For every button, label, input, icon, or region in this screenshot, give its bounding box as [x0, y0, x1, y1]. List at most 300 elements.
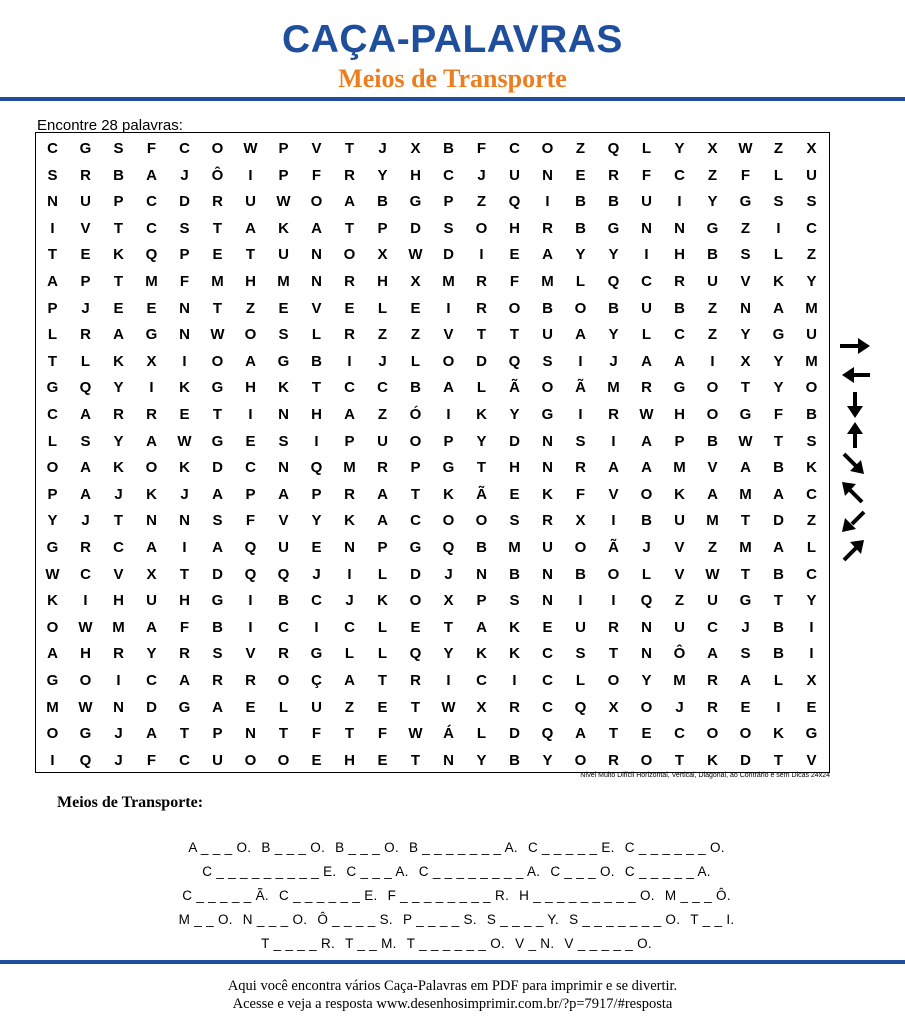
grid-letter[interactable]: W: [177, 432, 192, 450]
grid-letter[interactable]: L: [476, 379, 487, 397]
grid-letter[interactable]: A: [311, 219, 322, 237]
grid-letter[interactable]: R: [212, 672, 223, 689]
grid-letter[interactable]: U: [212, 751, 223, 769]
grid-letter[interactable]: Z: [344, 698, 355, 716]
grid-letter[interactable]: N: [311, 246, 322, 264]
grid-letter[interactable]: B: [641, 512, 652, 530]
grid-letter[interactable]: P: [113, 193, 124, 211]
grid-letter[interactable]: Y: [674, 140, 685, 157]
grid-letter[interactable]: U: [542, 326, 553, 344]
grid-letter[interactable]: K: [443, 485, 454, 503]
grid-letter[interactable]: R: [344, 166, 355, 184]
grid-letter[interactable]: D: [212, 459, 223, 477]
grid-letter[interactable]: T: [509, 326, 520, 344]
grid-letter[interactable]: S: [773, 193, 784, 211]
grid-letter[interactable]: B: [311, 352, 322, 370]
grid-letter[interactable]: G: [442, 459, 455, 477]
grid-letter[interactable]: Q: [508, 352, 521, 370]
grid-letter[interactable]: T: [740, 379, 751, 397]
grid-letter[interactable]: Z: [707, 299, 718, 317]
grid-letter[interactable]: O: [541, 140, 554, 157]
grid-letter[interactable]: O: [409, 592, 422, 610]
grid-letter[interactable]: D: [443, 246, 454, 264]
grid-letter[interactable]: T: [740, 512, 751, 530]
grid-letter[interactable]: O: [706, 725, 719, 743]
grid-letter[interactable]: T: [410, 485, 421, 503]
grid-letter[interactable]: C: [377, 379, 388, 397]
grid-letter[interactable]: I: [809, 645, 814, 663]
grid-letter[interactable]: R: [212, 193, 223, 211]
grid-letter[interactable]: T: [443, 618, 454, 636]
grid-letter[interactable]: R: [542, 512, 553, 530]
grid-letter[interactable]: K: [509, 645, 520, 663]
grid-letter[interactable]: N: [311, 273, 322, 290]
grid-letter[interactable]: P: [476, 592, 487, 610]
grid-letter[interactable]: I: [446, 406, 451, 423]
grid-letter[interactable]: Q: [244, 539, 257, 556]
grid-letter[interactable]: V: [80, 219, 91, 237]
grid-letter[interactable]: M: [739, 539, 752, 556]
grid-letter[interactable]: B: [443, 140, 454, 157]
grid-letter[interactable]: I: [248, 166, 253, 184]
grid-letter[interactable]: B: [575, 565, 586, 583]
grid-letter[interactable]: R: [707, 672, 718, 689]
grid-letter[interactable]: I: [545, 193, 550, 211]
grid-letter[interactable]: T: [245, 246, 256, 264]
grid-letter[interactable]: J: [741, 618, 750, 636]
grid-letter[interactable]: Z: [575, 140, 586, 157]
grid-letter[interactable]: T: [773, 751, 784, 769]
grid-letter[interactable]: R: [641, 379, 652, 397]
grid-letter[interactable]: Y: [707, 193, 718, 211]
grid-letter[interactable]: F: [311, 725, 322, 743]
grid-letter[interactable]: S: [113, 140, 124, 157]
grid-letter[interactable]: A: [344, 406, 355, 423]
grid-letter[interactable]: R: [608, 618, 619, 636]
grid-letter[interactable]: B: [608, 299, 619, 317]
grid-letter[interactable]: M: [673, 459, 686, 477]
grid-letter[interactable]: N: [278, 459, 289, 477]
grid-letter[interactable]: E: [245, 432, 256, 450]
grid-letter[interactable]: P: [377, 219, 388, 237]
grid-letter[interactable]: K: [377, 592, 388, 610]
grid-letter[interactable]: P: [344, 432, 355, 450]
grid-letter[interactable]: W: [705, 565, 720, 583]
grid-letter[interactable]: F: [179, 273, 190, 290]
grid-letter[interactable]: T: [179, 565, 190, 583]
grid-letter[interactable]: I: [479, 246, 484, 264]
grid-letter[interactable]: G: [79, 725, 92, 743]
grid-letter[interactable]: O: [244, 326, 257, 344]
grid-letter[interactable]: O: [640, 485, 653, 503]
grid-letter[interactable]: Q: [442, 539, 455, 556]
grid-letter[interactable]: O: [244, 751, 257, 769]
grid-letter[interactable]: G: [46, 379, 59, 397]
grid-letter[interactable]: K: [113, 352, 124, 370]
grid-letter[interactable]: N: [641, 618, 652, 636]
grid-letter[interactable]: P: [80, 273, 91, 290]
grid-letter[interactable]: R: [80, 326, 91, 344]
grid-letter[interactable]: L: [377, 645, 388, 663]
grid-letter[interactable]: T: [113, 273, 124, 290]
grid-letter[interactable]: X: [476, 698, 487, 716]
grid-letter[interactable]: E: [509, 246, 520, 264]
grid-letter[interactable]: V: [113, 565, 124, 583]
grid-letter[interactable]: J: [114, 751, 123, 769]
grid-letter[interactable]: Y: [542, 751, 553, 769]
grid-letter[interactable]: O: [409, 432, 422, 450]
grid-letter[interactable]: P: [443, 193, 454, 211]
grid-letter[interactable]: Y: [608, 246, 619, 264]
grid-letter[interactable]: F: [740, 166, 751, 184]
grid-letter[interactable]: J: [477, 166, 486, 184]
grid-letter[interactable]: A: [80, 485, 91, 503]
grid-letter[interactable]: K: [278, 219, 289, 237]
grid-letter[interactable]: G: [673, 379, 686, 397]
grid-letter[interactable]: J: [444, 565, 453, 583]
grid-letter[interactable]: I: [248, 406, 253, 423]
grid-letter[interactable]: Z: [806, 512, 817, 530]
grid-letter[interactable]: V: [608, 485, 619, 503]
grid-letter[interactable]: T: [212, 219, 223, 237]
grid-letter[interactable]: U: [80, 193, 91, 211]
grid-letter[interactable]: S: [806, 193, 817, 211]
grid-letter[interactable]: D: [509, 432, 520, 450]
grid-letter[interactable]: O: [574, 299, 587, 317]
grid-letter[interactable]: G: [178, 698, 191, 716]
grid-letter[interactable]: J: [312, 565, 321, 583]
grid-letter[interactable]: J: [378, 352, 387, 370]
grid-letter[interactable]: Ã: [608, 539, 619, 556]
grid-letter[interactable]: X: [608, 698, 619, 716]
grid-letter[interactable]: K: [179, 459, 190, 477]
grid-letter[interactable]: B: [707, 432, 718, 450]
grid-letter[interactable]: U: [509, 166, 520, 184]
grid-letter[interactable]: L: [575, 672, 586, 689]
grid-letter[interactable]: Z: [707, 539, 718, 556]
grid-letter[interactable]: A: [641, 352, 652, 370]
grid-letter[interactable]: U: [311, 698, 322, 716]
grid-letter[interactable]: B: [575, 219, 586, 237]
grid-letter[interactable]: A: [707, 645, 718, 663]
grid-letter[interactable]: T: [377, 672, 388, 689]
grid-letter[interactable]: X: [410, 140, 421, 157]
grid-letter[interactable]: P: [179, 246, 190, 264]
grid-letter[interactable]: M: [145, 273, 158, 290]
grid-letter[interactable]: N: [245, 725, 256, 743]
grid-letter[interactable]: S: [47, 166, 58, 184]
grid-letter[interactable]: I: [83, 592, 88, 610]
grid-letter[interactable]: M: [805, 299, 818, 317]
grid-letter[interactable]: C: [344, 379, 355, 397]
grid-letter[interactable]: T: [344, 725, 355, 743]
grid-letter[interactable]: U: [245, 193, 256, 211]
grid-letter[interactable]: W: [408, 725, 423, 743]
grid-letter[interactable]: M: [541, 273, 554, 290]
grid-letter[interactable]: U: [278, 246, 289, 264]
grid-letter[interactable]: I: [314, 432, 319, 450]
grid-letter[interactable]: A: [212, 698, 223, 716]
grid-letter[interactable]: D: [410, 565, 421, 583]
grid-letter[interactable]: L: [377, 299, 388, 317]
grid-letter[interactable]: E: [575, 166, 586, 184]
grid-letter[interactable]: R: [344, 485, 355, 503]
grid-letter[interactable]: C: [311, 592, 322, 610]
grid-letter[interactable]: A: [212, 539, 223, 556]
grid-letter[interactable]: S: [575, 432, 586, 450]
grid-letter[interactable]: T: [47, 352, 58, 370]
grid-letter[interactable]: U: [674, 618, 685, 636]
grid-letter[interactable]: T: [113, 512, 124, 530]
grid-letter[interactable]: W: [639, 406, 654, 423]
grid-letter[interactable]: G: [409, 193, 422, 211]
grid-letter[interactable]: R: [476, 299, 487, 317]
grid-letter[interactable]: X: [410, 273, 421, 290]
grid-letter[interactable]: S: [278, 326, 289, 344]
grid-letter[interactable]: Z: [245, 299, 256, 317]
grid-letter[interactable]: Y: [509, 406, 520, 423]
grid-letter[interactable]: X: [146, 565, 157, 583]
grid-letter[interactable]: H: [179, 592, 190, 610]
grid-letter[interactable]: R: [476, 273, 487, 290]
grid-letter[interactable]: B: [806, 406, 817, 423]
grid-letter[interactable]: J: [180, 166, 189, 184]
grid-letter[interactable]: Z: [674, 592, 685, 610]
grid-letter[interactable]: U: [674, 512, 685, 530]
grid-letter[interactable]: J: [345, 592, 354, 610]
grid-letter[interactable]: M: [343, 459, 356, 477]
grid-letter[interactable]: U: [641, 193, 652, 211]
grid-letter[interactable]: R: [608, 751, 619, 769]
grid-letter[interactable]: J: [609, 352, 618, 370]
grid-letter[interactable]: L: [47, 326, 58, 344]
grid-letter[interactable]: E: [641, 725, 652, 743]
grid-letter[interactable]: H: [509, 459, 520, 477]
grid-letter[interactable]: Q: [79, 379, 92, 397]
grid-letter[interactable]: Y: [806, 592, 817, 610]
grid-letter[interactable]: G: [739, 193, 752, 211]
grid-letter[interactable]: E: [806, 698, 817, 716]
grid-letter[interactable]: I: [578, 406, 583, 423]
grid-letter[interactable]: R: [113, 645, 124, 663]
grid-letter[interactable]: A: [674, 352, 685, 370]
grid-letter[interactable]: Y: [146, 645, 157, 663]
grid-letter[interactable]: I: [347, 352, 352, 370]
grid-letter[interactable]: R: [80, 539, 91, 556]
grid-letter[interactable]: R: [278, 645, 289, 663]
grid-letter[interactable]: Y: [476, 432, 487, 450]
grid-letter[interactable]: K: [47, 592, 58, 610]
grid-letter[interactable]: R: [575, 459, 586, 477]
grid-letter[interactable]: V: [311, 140, 322, 157]
grid-letter[interactable]: C: [410, 512, 421, 530]
grid-letter[interactable]: F: [245, 512, 256, 530]
grid-letter[interactable]: E: [146, 299, 157, 317]
grid-letter[interactable]: B: [509, 565, 520, 583]
grid-letter[interactable]: C: [476, 672, 487, 689]
grid-letter[interactable]: D: [410, 219, 421, 237]
grid-letter[interactable]: R: [674, 273, 685, 290]
grid-letter[interactable]: Y: [377, 166, 388, 184]
grid-letter[interactable]: O: [442, 512, 455, 530]
grid-letter[interactable]: B: [773, 459, 784, 477]
grid-letter[interactable]: P: [278, 166, 289, 184]
grid-letter[interactable]: W: [738, 432, 753, 450]
grid-letter[interactable]: D: [773, 512, 784, 530]
grid-letter[interactable]: A: [146, 432, 157, 450]
grid-letter[interactable]: A: [179, 672, 190, 689]
grid-letter[interactable]: E: [542, 618, 553, 636]
grid-letter[interactable]: B: [608, 193, 619, 211]
grid-letter[interactable]: N: [641, 645, 652, 663]
grid-letter[interactable]: A: [740, 672, 751, 689]
grid-letter[interactable]: W: [276, 193, 291, 211]
grid-letter[interactable]: H: [410, 166, 421, 184]
grid-letter[interactable]: I: [776, 219, 781, 237]
grid-letter[interactable]: U: [278, 539, 289, 556]
grid-letter[interactable]: Y: [608, 326, 619, 344]
grid-letter[interactable]: A: [146, 539, 157, 556]
grid-letter[interactable]: R: [707, 698, 718, 716]
grid-letter[interactable]: E: [245, 698, 256, 716]
grid-letter[interactable]: E: [377, 751, 388, 769]
grid-letter[interactable]: H: [377, 273, 388, 290]
grid-letter[interactable]: L: [47, 432, 58, 450]
grid-letter[interactable]: K: [476, 406, 487, 423]
grid-letter[interactable]: W: [408, 246, 423, 264]
grid-letter[interactable]: A: [47, 645, 58, 663]
grid-letter[interactable]: R: [608, 406, 619, 423]
grid-letter[interactable]: O: [739, 725, 752, 743]
grid-letter[interactable]: Ç: [311, 672, 322, 689]
grid-letter[interactable]: O: [211, 352, 224, 370]
grid-letter[interactable]: A: [608, 459, 619, 477]
grid-letter[interactable]: W: [441, 698, 456, 716]
grid-letter[interactable]: H: [311, 406, 322, 423]
grid-letter[interactable]: Ã: [476, 485, 487, 503]
grid-letter[interactable]: H: [113, 592, 124, 610]
grid-letter[interactable]: A: [146, 166, 157, 184]
grid-letter[interactable]: K: [542, 485, 553, 503]
grid-letter[interactable]: F: [377, 725, 388, 743]
grid-letter[interactable]: J: [114, 725, 123, 743]
grid-letter[interactable]: B: [278, 592, 289, 610]
grid-letter[interactable]: R: [410, 672, 421, 689]
grid-letter[interactable]: A: [707, 485, 718, 503]
grid-letter[interactable]: A: [773, 485, 784, 503]
grid-letter[interactable]: R: [542, 219, 553, 237]
grid-letter[interactable]: C: [179, 751, 190, 769]
grid-letter[interactable]: A: [542, 246, 553, 264]
grid-letter[interactable]: O: [805, 379, 818, 397]
grid-letter[interactable]: M: [112, 618, 125, 636]
grid-letter[interactable]: Y: [575, 246, 586, 264]
grid-letter[interactable]: N: [179, 299, 190, 317]
grid-letter[interactable]: M: [805, 352, 818, 370]
grid-letter[interactable]: F: [509, 273, 520, 290]
grid-letter[interactable]: B: [113, 166, 124, 184]
grid-letter[interactable]: A: [80, 459, 91, 477]
grid-letter[interactable]: A: [113, 326, 124, 344]
grid-letter[interactable]: T: [344, 140, 355, 157]
grid-letter[interactable]: B: [476, 539, 487, 556]
grid-letter[interactable]: L: [80, 352, 91, 370]
grid-letter[interactable]: P: [212, 725, 223, 743]
grid-letter[interactable]: P: [47, 299, 58, 317]
grid-letter[interactable]: B: [509, 751, 520, 769]
grid-letter[interactable]: T: [344, 219, 355, 237]
grid-letter[interactable]: K: [773, 273, 784, 290]
grid-letter[interactable]: T: [674, 751, 685, 769]
grid-letter[interactable]: K: [476, 645, 487, 663]
grid-letter[interactable]: A: [377, 512, 388, 530]
grid-letter[interactable]: A: [344, 193, 355, 211]
grid-letter[interactable]: Q: [409, 645, 422, 663]
grid-letter[interactable]: L: [806, 539, 817, 556]
grid-letter[interactable]: G: [739, 406, 752, 423]
grid-letter[interactable]: A: [773, 539, 784, 556]
grid-letter[interactable]: T: [773, 432, 784, 450]
grid-letter[interactable]: T: [179, 725, 190, 743]
grid-letter[interactable]: U: [641, 299, 652, 317]
grid-letter[interactable]: I: [182, 539, 187, 556]
grid-letter[interactable]: C: [542, 645, 553, 663]
grid-letter[interactable]: L: [377, 565, 388, 583]
grid-letter[interactable]: O: [277, 672, 290, 689]
grid-letter[interactable]: G: [541, 406, 554, 423]
grid-letter[interactable]: C: [509, 140, 520, 157]
grid-letter[interactable]: Q: [310, 459, 323, 477]
grid-letter[interactable]: I: [578, 352, 583, 370]
grid-letter[interactable]: E: [377, 698, 388, 716]
grid-letter[interactable]: J: [81, 299, 90, 317]
grid-letter[interactable]: R: [344, 273, 355, 290]
grid-letter[interactable]: A: [80, 406, 91, 423]
grid-letter[interactable]: C: [542, 672, 553, 689]
grid-letter[interactable]: A: [245, 219, 256, 237]
grid-letter[interactable]: W: [78, 618, 93, 636]
grid-letter[interactable]: G: [706, 219, 719, 237]
grid-letter[interactable]: Y: [773, 352, 784, 370]
grid-letter[interactable]: A: [476, 618, 487, 636]
grid-letter[interactable]: Q: [244, 565, 257, 583]
grid-letter[interactable]: C: [146, 219, 157, 237]
grid-letter[interactable]: F: [146, 751, 157, 769]
grid-letter[interactable]: V: [311, 299, 322, 317]
grid-letter[interactable]: B: [212, 618, 223, 636]
grid-letter[interactable]: M: [739, 485, 752, 503]
grid-letter[interactable]: U: [377, 432, 388, 450]
grid-letter[interactable]: V: [674, 539, 685, 556]
grid-letter[interactable]: G: [310, 645, 323, 663]
grid-letter[interactable]: A: [740, 459, 751, 477]
grid-letter[interactable]: K: [179, 379, 190, 397]
grid-letter[interactable]: O: [574, 539, 587, 556]
grid-letter[interactable]: I: [677, 193, 682, 211]
grid-letter[interactable]: L: [773, 246, 784, 264]
grid-letter[interactable]: O: [607, 672, 620, 689]
grid-letter[interactable]: H: [674, 246, 685, 264]
grid-letter[interactable]: E: [80, 246, 91, 264]
grid-letter[interactable]: F: [476, 140, 487, 157]
grid-letter[interactable]: Y: [773, 379, 784, 397]
grid-letter[interactable]: F: [773, 406, 784, 423]
grid-letter[interactable]: X: [575, 512, 586, 530]
grid-letter[interactable]: Q: [508, 193, 521, 211]
grid-letter[interactable]: Z: [707, 326, 718, 344]
grid-letter[interactable]: N: [146, 512, 157, 530]
grid-letter[interactable]: T: [113, 219, 124, 237]
